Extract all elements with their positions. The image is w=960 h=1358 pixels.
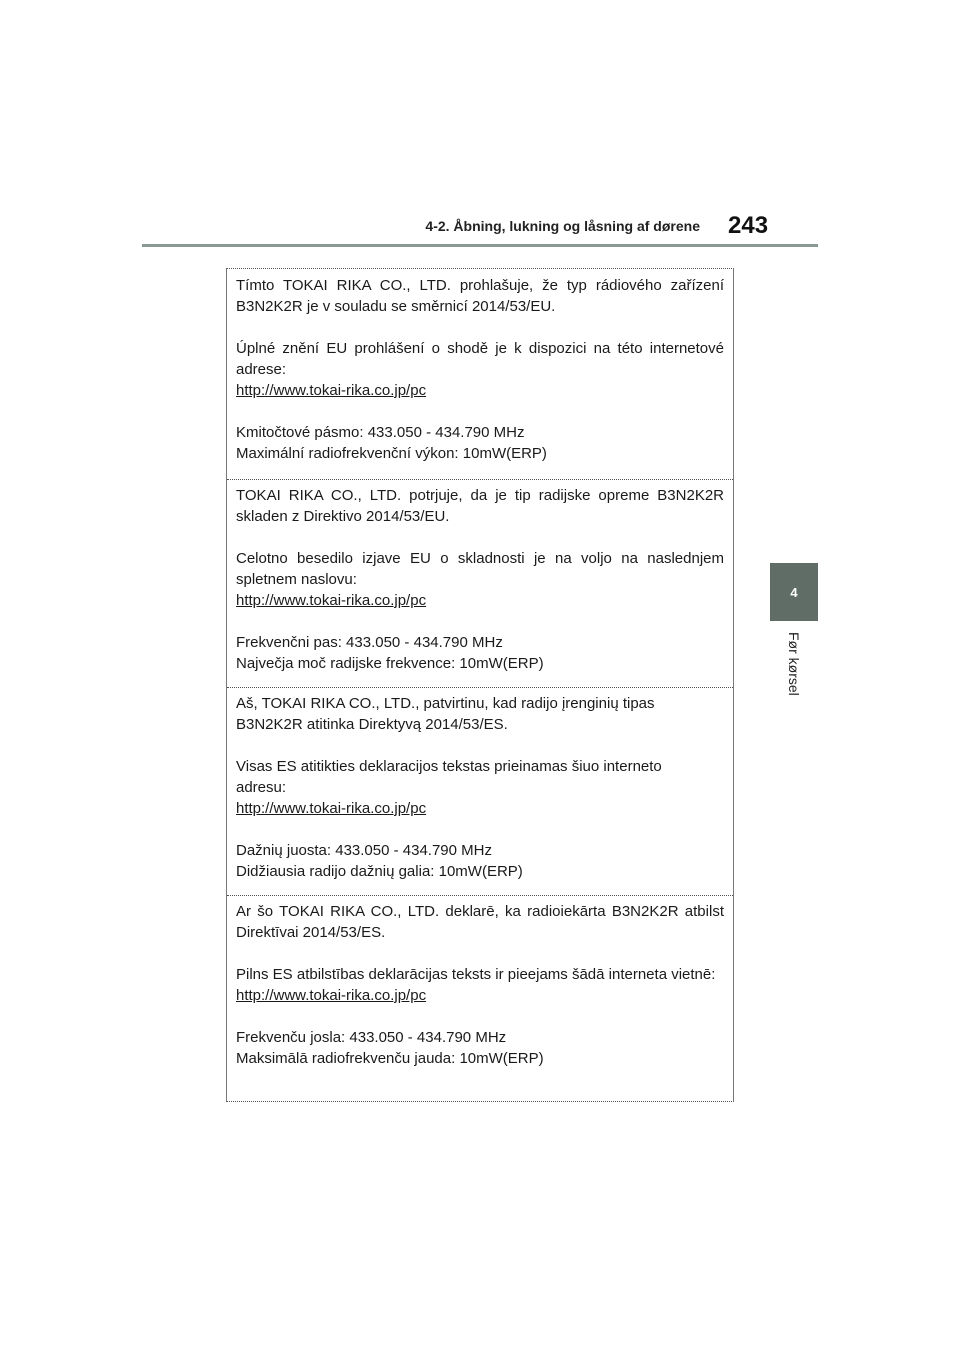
availability-text: Pilns ES atbilstības deklarācijas teksts ir pieejams šādā interneta vietnē: [236, 966, 716, 983]
statement-text: TOKAI RIKA CO., LTD. potrjuje, da je tip radijske opreme B3N2K2R skladen z Direktivo 2014/53/EU. [236, 487, 724, 525]
statement-text: Tímto TOKAI RIKA CO., LTD. prohlašuje, že typ rádiového zařízení B3N2K2R je v souladu se směrnicí 2014/53/EU. [236, 277, 724, 315]
section-title: 4-2. Åbning, lukning og låsning af dørene [425, 218, 700, 234]
declaration-link[interactable]: http://www.tokai-rika.co.jp/pc [236, 800, 427, 817]
statement-text: Ar šo TOKAI RIKA CO., LTD. deklarē, ka radioiekārta B3N2K2R atbilst Direktīvai 2014/53/ES. [236, 903, 724, 941]
availability-text: Úplné znění EU prohlášení o shodě je k dispozici na této internetové adrese: [236, 340, 724, 378]
chapter-label-text: Før kørsel [786, 632, 802, 696]
declaration-link[interactable]: http://www.tokai-rika.co.jp/pc [236, 382, 427, 399]
frequency-text: Dažnių juosta: 433.050 - 434.790 MHz [236, 842, 492, 859]
chapter-number: 4 [790, 584, 798, 600]
frequency-text: Frekvenču josla: 433.050 - 434.790 MHz [236, 1029, 507, 1046]
page-number: 243 [728, 212, 769, 239]
header-divider [142, 244, 818, 247]
power-text: Največja moč radijske frekvence: 10mW(ERP) [236, 655, 544, 672]
power-text: Maksimālā radiofrekvenču jauda: 10mW(ERP) [236, 1050, 544, 1067]
declaration-latvian [227, 895, 733, 1101]
declaration-slovenian [227, 479, 733, 687]
availability-text: Celotno besedilo izjave EU o skladnosti je na voljo na naslednjem spletnem naslovu: [236, 550, 724, 588]
statement-text: Aš, TOKAI RIKA CO., LTD., patvirtinu, kad radijo įrenginių tipas B3N2K2R atitinka Direktyvą 2014/53/ES. [236, 695, 655, 733]
frequency-text: Frekvenčni pas: 433.050 - 434.790 MHz [236, 634, 503, 651]
power-text: Didžiausia radijo dažnių galia: 10mW(ERP) [236, 863, 523, 880]
declaration-czech [227, 269, 733, 479]
declaration-link[interactable]: http://www.tokai-rika.co.jp/pc [236, 592, 427, 609]
chapter-tab[interactable] [770, 563, 818, 621]
availability-text: Visas ES atitikties deklaracijos tekstas prieinamas šiuo interneto adresu: [236, 758, 662, 796]
power-text: Maximální radiofrekvenční výkon: 10mW(ERP) [236, 445, 547, 462]
chapter-label [782, 632, 806, 712]
frequency-text: Kmitočtové pásmo: 433.050 - 434.790 MHz [236, 424, 525, 441]
declaration-lithuanian [227, 687, 733, 895]
declaration-box [226, 268, 734, 1102]
declaration-link[interactable]: http://www.tokai-rika.co.jp/pc [236, 987, 427, 1004]
